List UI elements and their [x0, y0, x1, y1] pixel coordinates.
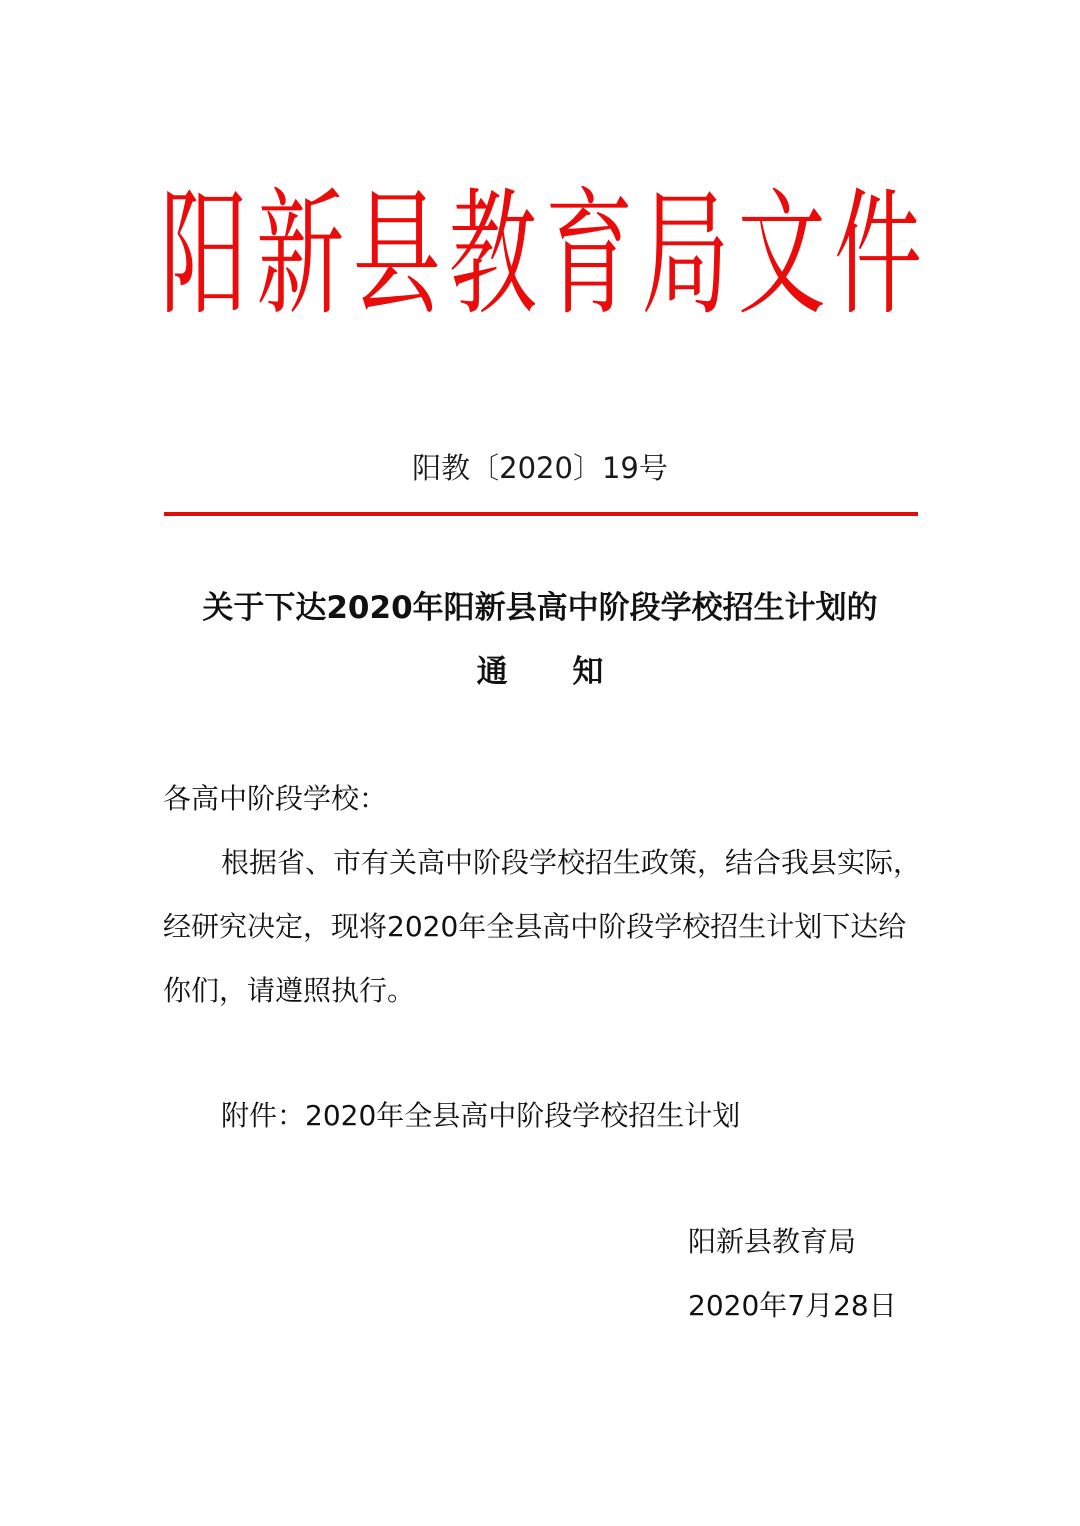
header-char: 育 — [545, 174, 634, 335]
document-header — [160, 174, 922, 335]
issuer-name: 阳新县教育局 — [688, 1225, 857, 1258]
header-char: 文 — [737, 174, 826, 335]
body-paragraph-line: 根据省、市有关高中阶段学校招生政策，结合我县实际， — [221, 846, 922, 879]
salutation: 各高中阶段学校： — [163, 782, 388, 815]
header-char: 阳 — [160, 174, 249, 335]
body-paragraph-line: 你们，请遵照执行。 — [163, 974, 416, 1007]
attachment-line: 附件：2020年全县高中阶段学校招生计划 — [221, 1099, 741, 1132]
header-char: 县 — [352, 174, 441, 335]
header-char: 件 — [833, 174, 922, 335]
document-number: 阳教〔2020〕19号 — [412, 451, 668, 485]
red-divider — [164, 512, 918, 516]
header-char: 教 — [448, 174, 537, 335]
notice-title-line-1: 关于下达2020年阳新县高中阶段学校招生计划的 — [202, 590, 878, 626]
body-paragraph-line: 经研究决定，现将2020年全县高中阶段学校招生计划下达给 — [163, 910, 907, 943]
notice-title-line-2: 通 知 — [476, 654, 604, 690]
header-char: 新 — [256, 174, 345, 335]
issue-date: 2020年7月28日 — [688, 1289, 897, 1322]
header-char: 局 — [641, 174, 730, 335]
